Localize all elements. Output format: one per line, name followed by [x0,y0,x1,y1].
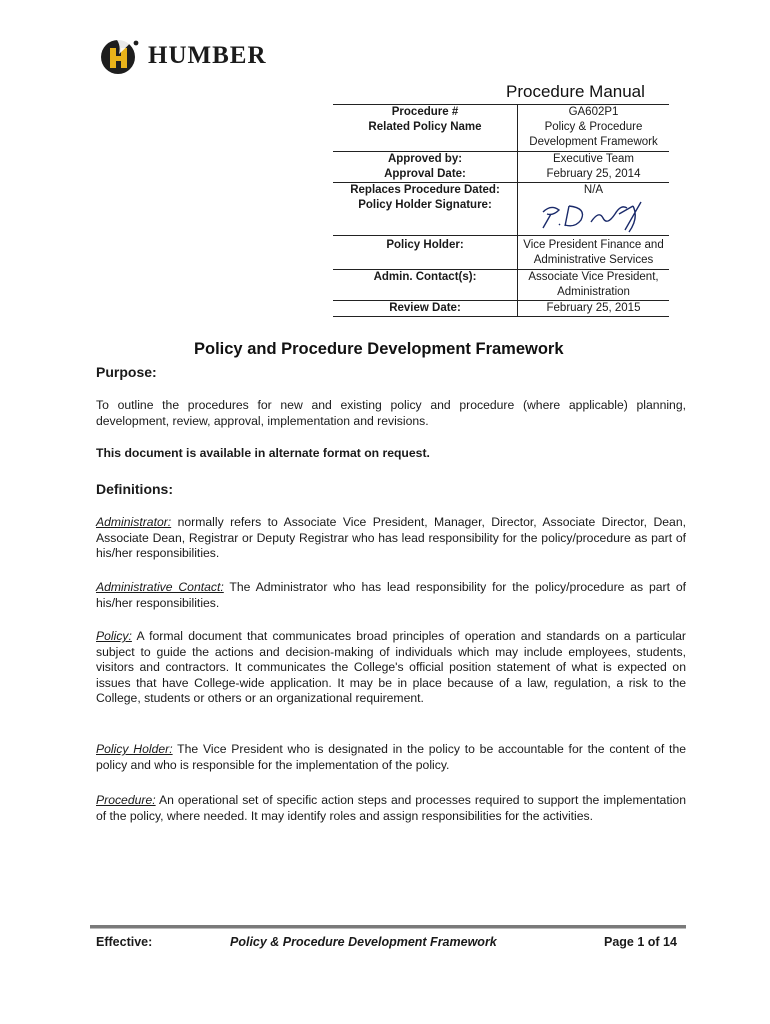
table-row [333,105,669,121]
table-row [333,236,669,269]
approval-date-value: February 25, 2014 [518,167,670,183]
definition-procedure [96,793,686,824]
definition-policy [96,629,686,707]
policy-holder-value [518,236,670,269]
approved-by-label: Approved by: [333,151,518,167]
table-row [333,167,669,183]
footer-page-number: Page 1 of 14 [604,935,677,949]
replaces-procedure-value: N/A [583,184,604,197]
definition-text: The Administrator who has lead responsibility for the policy/procedure as part of his/her responsibilities. [96,580,687,610]
related-policy-line: Policy & Procedure [544,121,643,134]
review-date-value: February 25, 2015 [518,301,670,317]
replaces-procedure-label: Replaces Procedure Dated: [333,183,518,199]
definition-administrator [96,515,686,562]
definition-text: An operational set of specific action steps and processes required to support the implementation of the policy, where needed. It may identify roles and assign responsibilities for the activities. [96,793,686,823]
procedure-number-label: Procedure # [333,105,518,121]
definition-term: Procedure: [96,793,156,807]
signature-label: Policy Holder Signature: [333,198,518,236]
procedure-info-table [333,104,669,317]
table-row [333,269,669,300]
related-policy-value [518,120,670,151]
table-row [333,151,669,167]
definition-text: A formal document that communicates broad principles of operation and standards on a particular subject to guide the actions and decision-making of individuals which may include employees, students, visitors and contractors. It communicates the College's official position statement of what is expected on issues that have College-wide application. It may be in place because of a law, regulation, a risk to the College, students or others or an organizational requirement. [96,629,686,706]
approval-date-label: Approval Date: [333,167,518,183]
policy-holder-line: Vice President Finance and [523,239,664,252]
table-row [333,301,669,317]
definitions-heading: Definitions: [96,481,173,497]
definition-text: normally refers to Associate Vice President, Manager, Director, Associate Director, Dean, Associate Dean, Registrar or Deputy Registrar who has lead responsibility for the policy/procedure as part of his/her responsibilities. [96,515,686,561]
manual-title: Procedure Manual [506,82,645,101]
signature-icon [529,198,659,234]
brand-name: HUMBER [148,42,267,69]
definition-text: The Vice President who is designated in the policy to be accountable for the content of the policy and who is responsible for the implementation of the policy. [96,742,687,772]
admin-contact-line: Administration [557,285,630,298]
definition-policy-holder [96,742,686,773]
related-policy-line: Development Framework [529,136,658,149]
table-row [333,198,669,236]
admin-contact-value [518,269,670,300]
table-row [333,183,669,199]
review-date-label: Review Date: [333,301,518,317]
availability-notice: This document is available in alternate format on request. [96,446,430,460]
definition-term: Policy: [96,629,132,643]
humber-logo [100,36,267,76]
definition-term: Administrative Contact: [96,580,224,594]
signature-cell [518,198,670,236]
document-title: Policy and Procedure Development Framework [194,340,564,358]
admin-contact-label: Admin. Contact(s): [333,269,518,300]
definition-term: Administrator: [96,515,172,529]
admin-contact-line: Associate Vice President, [528,270,659,283]
footer-effective-label: Effective: [96,935,153,949]
humber-logo-icon [100,36,140,76]
purpose-heading: Purpose: [96,364,157,380]
procedure-number-value: GA602P1 [518,105,670,121]
purpose-text: To outline the procedures for new and existing policy and procedure (where applicable) planning, development, review, approval, implementation and revisions. [96,398,686,428]
footer-document-name: Policy & Procedure Development Framework [230,935,497,949]
related-policy-label: Related Policy Name [333,120,518,151]
approved-by-value: Executive Team [518,151,670,167]
policy-holder-line: Administrative Services [533,254,654,267]
definition-term: Policy Holder: [96,742,173,756]
definition-administrative-contact [96,580,686,611]
policy-holder-label: Policy Holder: [333,236,518,269]
table-row [333,120,669,151]
footer-divider [90,925,686,929]
